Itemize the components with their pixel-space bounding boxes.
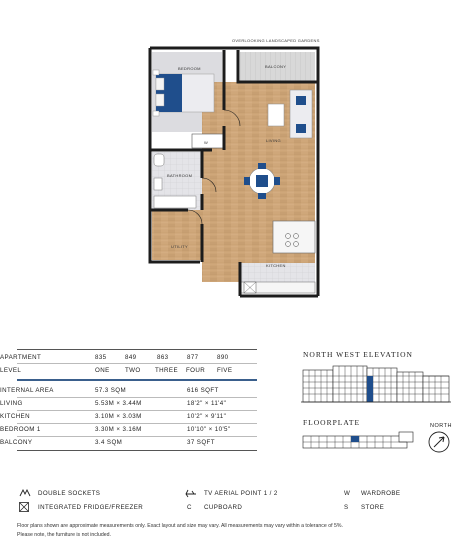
legend-wardrobe: WARDROBE — [361, 490, 401, 497]
table-level-row — [0, 367, 240, 378]
apartment-877: 877 — [187, 354, 199, 361]
row-imperial: 37 SQFT — [187, 439, 215, 446]
row-label: BALCONY — [0, 439, 33, 446]
double-sockets-icon — [19, 489, 31, 497]
apartment-849: 849 — [125, 354, 137, 361]
apartment-stack-highlight — [367, 376, 373, 402]
row-imperial: 10'2" × 9'11" — [187, 413, 227, 420]
legend-store-key: S — [344, 504, 349, 511]
disclaimer-line-1: Floor plans shown are approximate measurements only. Exact layout and size may vary. All measurements may vary within a tolerance of 5%. — [17, 523, 343, 529]
elevation-title: NORTH WEST ELEVATION — [303, 350, 413, 359]
apartment-location-highlight — [351, 436, 359, 442]
legend-tv-aerial: TV AERIAL POINT 1 / 2 — [204, 490, 278, 497]
legend-store: STORE — [361, 504, 385, 511]
row-metric: 5.53M × 3.44M — [95, 400, 142, 407]
table-rule — [17, 410, 257, 411]
row-imperial: 616 SQFT — [187, 387, 219, 394]
apartment-label: APARTMENT — [0, 354, 42, 361]
row-label: KITCHEN — [0, 413, 30, 420]
elevation-drawing — [301, 364, 451, 404]
table-row — [0, 439, 240, 450]
legend-cupboard-key: C — [187, 504, 192, 511]
room-label-wardrobe: W — [204, 140, 209, 145]
level-two: TWO — [125, 367, 141, 374]
room-label-living: LIVING — [266, 138, 281, 143]
fridge-freezer-icon — [19, 502, 29, 512]
table-bottom-rule — [17, 450, 257, 451]
level-three: THREE — [155, 367, 178, 374]
table-rule — [17, 423, 257, 424]
table-top-rule — [17, 349, 257, 350]
row-label: INTERNAL AREA — [0, 387, 54, 394]
plan-top-caption: OVERLOOKING LANDSCAPED GARDENS — [232, 38, 320, 43]
legend-double-sockets: DOUBLE SOCKETS — [38, 490, 101, 497]
row-label: LIVING — [0, 400, 23, 407]
north-arrow-icon — [428, 431, 450, 453]
row-metric: 3.4 SQM — [95, 439, 123, 446]
floorplate-drawing — [301, 430, 417, 452]
legend-wardrobe-key: W — [344, 490, 351, 497]
apartment-863: 863 — [157, 354, 169, 361]
apartment-835: 835 — [95, 354, 107, 361]
row-metric: 3.30M × 3.16M — [95, 426, 142, 433]
level-label: LEVEL — [0, 367, 22, 374]
legend-fridge-freezer: INTEGRATED FRIDGE/FREEZER — [38, 504, 144, 511]
table-accent-rule — [17, 379, 257, 381]
row-imperial: 10'10" × 10'5" — [187, 426, 231, 433]
room-label-balcony: BALCONY — [265, 64, 287, 69]
apartment-890: 890 — [217, 354, 229, 361]
disclaimer-line-2: Please note, the furniture is not included. — [17, 532, 112, 538]
row-label: BEDROOM 1 — [0, 426, 41, 433]
row-metric: 57.3 SQM — [95, 387, 127, 394]
north-label: NORTH — [430, 423, 452, 429]
level-five: FIVE — [217, 367, 233, 374]
row-imperial: 18'2" × 11'4" — [187, 400, 227, 407]
tv-aerial-icon — [185, 489, 197, 498]
table-rule — [17, 363, 257, 364]
floor-plan-drawing — [140, 38, 325, 303]
room-label-kitchen: KITCHEN — [266, 263, 286, 268]
row-metric: 3.10M × 3.03M — [95, 413, 142, 420]
level-one: ONE — [95, 367, 110, 374]
utility-floor — [152, 210, 202, 260]
level-four: FOUR — [186, 367, 206, 374]
floorplate-title: FLOORPLATE — [303, 418, 361, 427]
legend-cupboard: CUPBOARD — [204, 504, 243, 511]
room-label-bathroom: BATHROOM — [167, 173, 193, 178]
room-label-utility: UTILITY — [171, 244, 188, 249]
floor-plan — [140, 38, 325, 303]
table-rule — [17, 397, 257, 398]
room-label-bedroom: BEDROOM — [178, 66, 201, 71]
table-rule — [17, 436, 257, 437]
